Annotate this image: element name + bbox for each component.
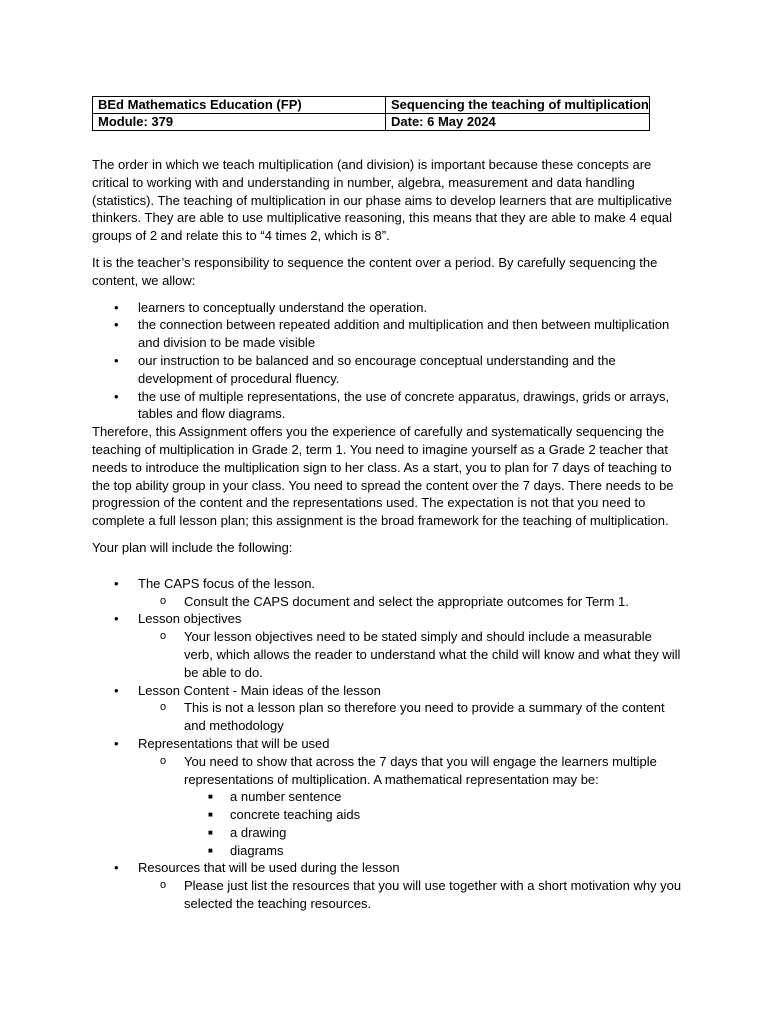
bullet-icon: • <box>114 352 119 368</box>
allow-list <box>92 299 682 424</box>
sub-list <box>138 628 682 681</box>
sub-list-item-text: Please just list the resources that you will use together with a short motivation why you selected the teaching resources. <box>184 878 682 912</box>
list-item-text: Resources that will be used during the lesson <box>138 860 400 876</box>
bullet-icon: • <box>114 317 119 333</box>
intro-paragraph: The order in which we teach multiplication (and division) is important because these concepts are critical to working with and understanding in number, algebra, measurement and data handling (statistics). The teaching of multiplication in our phase aims to develop learners that are multiplicative thinkers. They are able to use multiplicative reasoning, this means that they are able to make 4 equal groups of 2 and relate this to “4 times 2, which is 8”. <box>92 157 673 244</box>
circle-bullet-icon: o <box>160 594 167 607</box>
list-item-text: our instruction to be balanced and so encourage conceptual understanding and the development of procedural fluency. <box>138 352 616 386</box>
bullet-icon: • <box>114 860 119 876</box>
representation-item-text: a number sentence <box>230 789 342 805</box>
plan-list <box>92 575 682 913</box>
sub-list-item <box>138 753 682 860</box>
representation-item <box>184 788 682 806</box>
assignment-title: Sequencing the teaching of multiplication <box>386 97 650 114</box>
circle-bullet-icon: o <box>160 701 167 714</box>
document-body <box>92 156 682 913</box>
square-bullet-icon: ■ <box>208 810 213 820</box>
list-item <box>92 610 682 681</box>
representation-item-text: diagrams <box>230 842 284 858</box>
list-item <box>92 316 682 352</box>
sub-list-item-text: This is not a lesson plan so therefore you need to provide a summary of the content and methodology <box>184 700 665 734</box>
square-bullet-icon: ■ <box>208 827 213 837</box>
circle-bullet-icon: o <box>160 879 167 892</box>
sequencing-paragraph: It is the teacher’s responsibility to sequence the content over a period. By carefully sequencing the content, we allow: <box>92 254 658 288</box>
representation-item <box>184 842 682 860</box>
sub-list-item <box>138 699 682 735</box>
sub-list-item <box>138 593 682 611</box>
list-item-text: Lesson Content - Main ideas of the lesson <box>138 682 381 698</box>
list-item <box>92 859 682 912</box>
list-item-text: Lesson objectives <box>138 611 242 627</box>
plan-intro-paragraph: Your plan will include the following: <box>92 539 293 555</box>
bullet-icon: • <box>114 575 119 591</box>
list-item <box>92 299 682 317</box>
sub-list-item <box>138 877 682 913</box>
bullet-icon: • <box>114 388 119 404</box>
sub-list-item-text: Consult the CAPS document and select the appropriate outcomes for Term 1. <box>184 593 629 609</box>
list-item-text: The CAPS focus of the lesson. <box>138 575 316 591</box>
list-item-text: learners to conceptually understand the operation. <box>138 299 428 315</box>
sub-list <box>138 699 682 735</box>
sub-list <box>138 593 682 611</box>
header-row <box>93 97 650 114</box>
list-item <box>92 575 682 611</box>
square-bullet-icon: ■ <box>208 792 213 802</box>
circle-bullet-icon: o <box>160 754 167 767</box>
module-number: Module: 379 <box>93 114 386 131</box>
square-bullet-icon: ■ <box>208 845 213 855</box>
list-item <box>92 352 682 388</box>
list-item-text: the use of multiple representations, the use of concrete apparatus, drawings, grids or arrays, tables and flow diagrams. <box>138 388 670 422</box>
sub-list-item-text: Your lesson objectives need to be stated simply and should include a measurable verb, which allows the reader to understand what the child will know and what they will be able to do. <box>184 629 681 680</box>
bullet-icon: • <box>114 735 119 751</box>
representation-item-text: a drawing <box>230 824 287 840</box>
representation-item <box>184 824 682 842</box>
bullet-icon: • <box>114 611 119 627</box>
list-item-text: Representations that will be used <box>138 735 330 751</box>
list-item <box>92 735 682 860</box>
assignment-paragraph: Therefore, this Assignment offers you the experience of carefully and systematically sequencing the teaching of multiplication in Grade 2, term 1. You need to imagine yourself as a Grade 2 teacher that needs to introduce the multiplication sign to her class. As a start, you to plan for 7 days of teaching to the top ability group in your class. You need to spread the content over the 7 days. There needs to be progression of the content and the representations used. The expectation is not that you need to complete a full lesson plan; this assignment is the broad framework for the teaching of multiplication. <box>92 424 674 529</box>
assignment-date: Date: 6 May 2024 <box>386 114 650 131</box>
header-row <box>93 114 650 131</box>
circle-bullet-icon: o <box>160 630 167 643</box>
header-table <box>92 96 650 131</box>
list-item-text: the connection between repeated addition and multiplication and then between multiplication and division to be made visible <box>138 317 670 351</box>
representation-item <box>184 806 682 824</box>
list-item <box>92 682 682 735</box>
sub-list-item <box>138 628 682 681</box>
list-item <box>92 388 682 424</box>
representation-item-text: concrete teaching aids <box>230 807 361 823</box>
sub-list <box>138 877 682 913</box>
bullet-icon: • <box>114 682 119 698</box>
course-title: BEd Mathematics Education (FP) <box>93 97 386 114</box>
representation-list <box>184 788 682 859</box>
bullet-icon: • <box>114 299 119 315</box>
sub-list <box>138 753 682 860</box>
sub-list-item-text: You need to show that across the 7 days that you will engage the learners multiple representations of multiplication. A mathematical representation may be: <box>184 753 657 787</box>
